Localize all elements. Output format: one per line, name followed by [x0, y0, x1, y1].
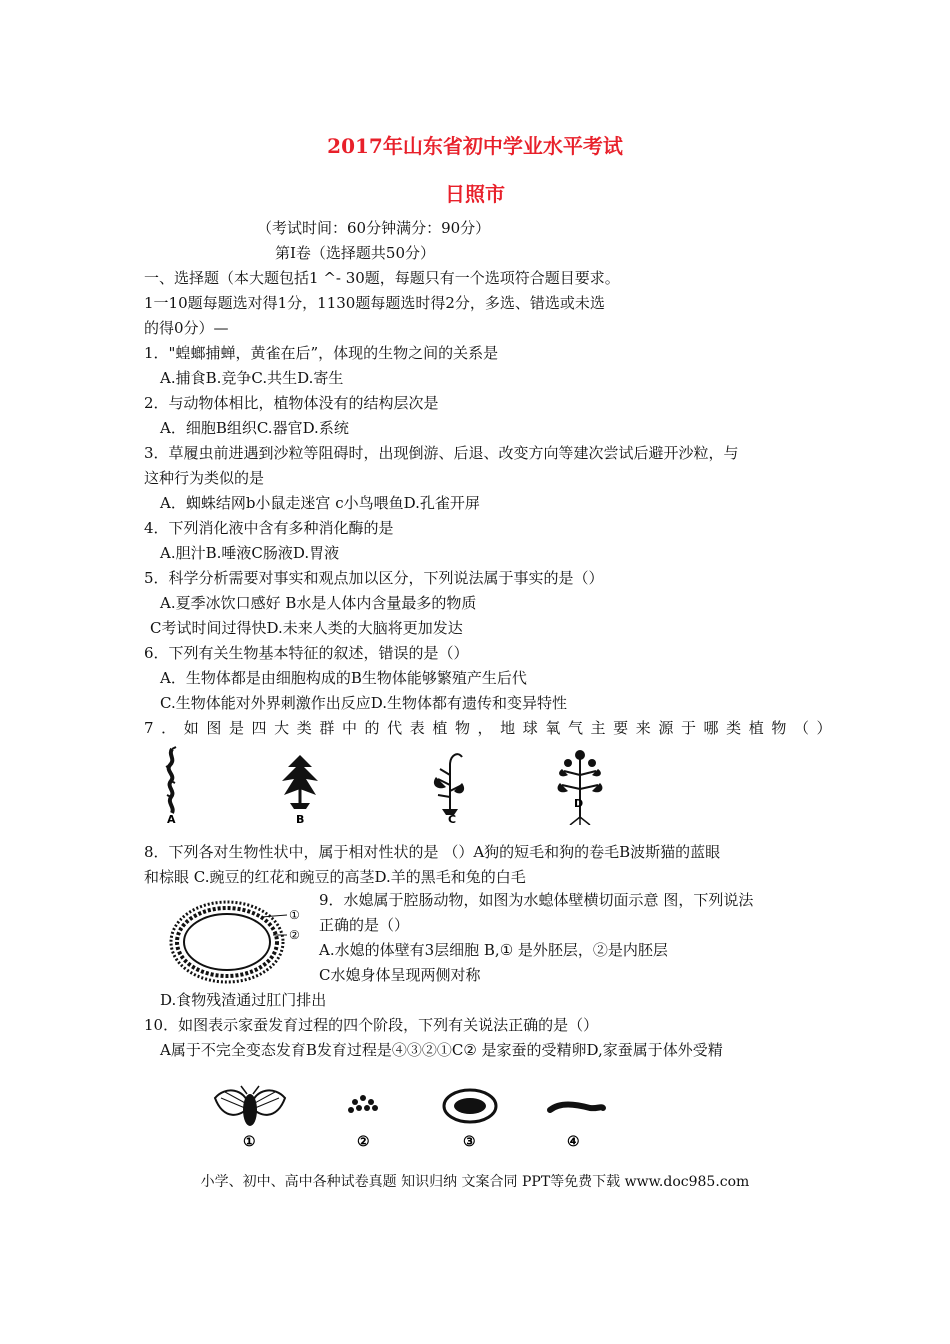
- question-5-stem: 5．科学分析需要对事实和观点加以区分，下列说法属于事实的是（）: [144, 569, 604, 587]
- stage-label-4: ④: [567, 1134, 580, 1150]
- instruction-line: 的得0分）—: [144, 319, 229, 337]
- question-4-options: A.胆汁B.唾液C肠液D.胃液: [160, 544, 340, 562]
- question-6-options: C.生物体能对外界刺激作出反应D.生物体都有遗传和变异特性: [160, 694, 567, 712]
- question-5-options: A.夏季冰饮口感好 B水是人体内含量最多的物质: [160, 594, 477, 612]
- moss-plant-b: [282, 755, 318, 809]
- question-3-stem: 3．草履虫前进遇到沙粒等阻碍时，出现倒游、后退、改变方向等建次尝试后避开沙粒，与: [144, 444, 739, 462]
- question-10-options: A属于不完全变态发育B发育过程是④③②①C② 是家蚕的受精卵D,家蚕属于体外受精: [160, 1041, 723, 1059]
- figure-label-b: B: [296, 813, 305, 825]
- question-3-stem: 这种行为类似的是: [144, 469, 265, 487]
- question-9-options: D.食物残渣通过肛门排出: [160, 991, 327, 1009]
- question-9-options: C水媳身体呈现两侧对称: [319, 966, 481, 984]
- question-9-options: A.水媳的体壁有3层细胞 B,① 是外胚层，②是内胚层: [319, 941, 668, 959]
- question-1-stem: 1．"蝗螂捕蝉，黄雀在后”，体现的生物之间的关系是: [144, 344, 499, 362]
- question-9-stem: 正确的是（）: [319, 916, 410, 934]
- figure-label-c: C: [448, 813, 457, 825]
- exam-city: 日照市: [445, 182, 505, 206]
- layer-label-2: ②: [289, 928, 300, 942]
- silkworm-cocoon-stage: [444, 1090, 496, 1122]
- section-heading: 第Ⅰ卷（选择题共50分）: [275, 244, 436, 262]
- stage-label-2: ②: [357, 1134, 370, 1150]
- algae-plant-a: [166, 747, 176, 813]
- question-2-stem: 2．与动物体相比，植物体没有的结构层次是: [144, 394, 439, 412]
- question-6-options: A．生物体都是由细胞构成的B生物体能够繁殖产生后代: [160, 669, 527, 687]
- question-1-options: A.捕食B.竞争C.共生D.寄生: [160, 369, 344, 387]
- hydra-cross-section-figure: [165, 895, 315, 990]
- layer-label-1: ①: [289, 908, 300, 922]
- question-3-options: A．蜘蛛结网b小鼠走迷宫 c小鸟喂鱼D.孔雀开屏: [160, 494, 480, 512]
- question-6-stem: 6．下列有关生物基本特征的叙述，错误的是（）: [144, 644, 469, 662]
- exam-info: （考试时间：60分钟满分：90分）: [257, 219, 491, 237]
- silkworm-stages-figure: [205, 1078, 625, 1153]
- question-8-stem: 8．下列各对生物性状中，属于相对性状的是 （）A狗的短毛和狗的卷毛B波斯猫的蓝眼: [144, 843, 721, 861]
- exam-title: 2017年山东省初中学业水平考试: [327, 134, 623, 158]
- plants-figure: [150, 745, 620, 825]
- question-5-options: C考试时间过得快D.未来人类的大脑将更加发达: [150, 619, 463, 637]
- question-4-stem: 4．下列消化液中含有多种消化酶的是: [144, 519, 394, 537]
- figure-label-a: A: [167, 813, 176, 825]
- question-7-stem: 7．如图是四大类群中的代表植物，地球氧气主要来源于哪类植物（）: [144, 719, 840, 737]
- stage-label-1: ①: [243, 1134, 256, 1150]
- question-8-stem: 和棕眼 C.豌豆的红花和豌豆的高茎D.羊的黑毛和兔的白毛: [144, 868, 526, 886]
- fern-plant-c: [434, 754, 464, 815]
- silkworm-larva-stage: [550, 1105, 603, 1111]
- instruction-line: 一、选择题（本大题包括1 ^- 30题，每题只有一个选项符合题目要求。: [144, 269, 620, 287]
- silkworm-moth-stage: [215, 1086, 285, 1126]
- figure-label-d: D: [574, 797, 584, 810]
- instruction-line: 1一10题每题选对得1分，1130题每题选时得2分，多选、错选或未选: [144, 294, 605, 312]
- question-10-stem: 10．如图表示家蚕发育过程的四个阶段，下列有关说法正确的是（）: [144, 1016, 599, 1034]
- page-footer: 小学、初中、高中各种试卷真题 知识归纳 文案合同 PPT等免费下载 www.doc985.com: [200, 1174, 750, 1190]
- seed-plant-d: [558, 750, 603, 825]
- silkworm-eggs-stage: [348, 1095, 378, 1113]
- question-9-stem: 9．水媳属于腔肠动物，如图为水螅体壁横切面示意 图，下列说法: [319, 891, 754, 909]
- question-2-options: A．细胞B组织C.器官D.系统: [160, 419, 349, 437]
- stage-label-3: ③: [463, 1134, 476, 1150]
